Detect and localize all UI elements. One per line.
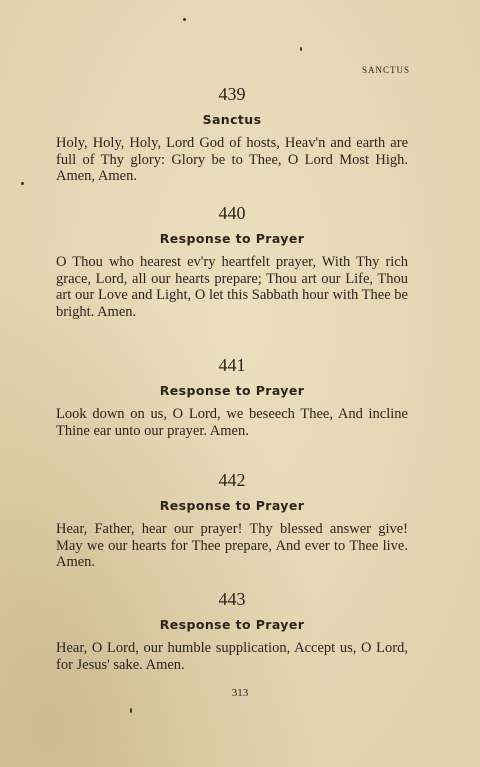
hymn-title: Response to Prayer — [159, 383, 305, 398]
hymn-title: Sanctus — [202, 112, 262, 127]
hymn-title: Response to Prayer — [159, 617, 305, 632]
hymn-number: 441 — [218, 355, 246, 375]
hymn-439 — [56, 84, 408, 185]
hymn-442 — [56, 470, 408, 571]
ink-speck — [130, 708, 132, 713]
ink-speck — [21, 182, 24, 185]
hymn-440 — [56, 203, 408, 320]
hymn-title: Response to Prayer — [159, 498, 305, 513]
hymn-text: Look down on us, O Lord, we beseech Thee, And incline Thine ear unto our prayer. Amen. — [56, 406, 408, 439]
hymn-441 — [56, 355, 408, 439]
ink-speck — [183, 18, 186, 21]
hymn-text: Hear, O Lord, our humble supplication, Accept us, O Lord, for Jesus' sake. Amen. — [56, 640, 408, 673]
hymn-number: 439 — [218, 84, 246, 104]
hymn-number: 442 — [218, 470, 246, 490]
hymn-text: O Thou who hearest ev'ry heartfelt prayer, With Thy rich grace, Lord, all our hearts prepare; Thou art our Life, Thou art our Love and Light, O let this Sabbath hour with Thee be bright. Amen. — [56, 254, 408, 320]
ink-speck — [300, 47, 302, 51]
hymn-number: 443 — [218, 589, 246, 609]
hymn-title: Response to Prayer — [159, 231, 305, 246]
section-header: SANCTUS — [361, 65, 410, 75]
hymn-443 — [56, 589, 408, 673]
page-number: 313 — [231, 687, 249, 699]
hymn-number: 440 — [218, 203, 246, 223]
hymn-text: Holy, Holy, Holy, Lord God of hosts, Heav'n and earth are full of Thy glory: Glory be to Thee, O Lord Most High. Amen, Amen. — [56, 135, 408, 184]
hymn-text: Hear, Father, hear our prayer! Thy blessed answer give! May we our hearts for Thee prepare, And ever to Thee live. Amen. — [56, 521, 408, 570]
